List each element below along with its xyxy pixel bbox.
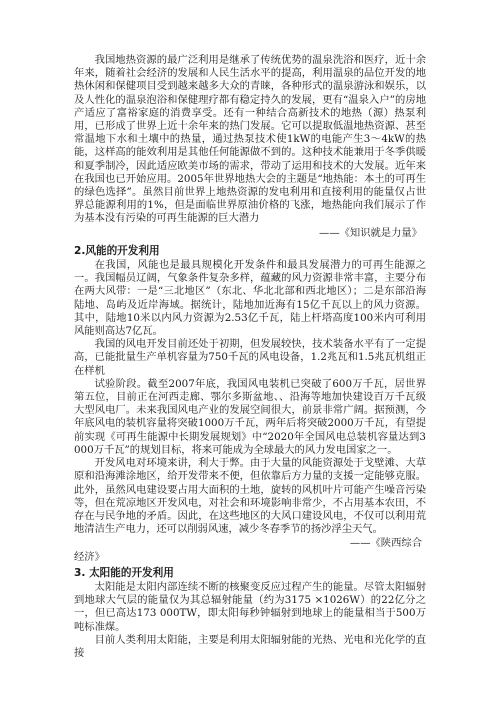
source-citation-tail: 经济》: [74, 550, 105, 563]
section-heading-solar: 3. 太阳能的开发利用: [74, 566, 174, 579]
section-heading-wind: 2.风能的开发利用: [74, 244, 160, 257]
wind-paragraph-4: 开发风电对环境来讲，利大于弊。由于大量的风能资源处于戈壁滩、大草原和沿海滩涂地区，给开发带来不便，但依靠后方力量的支援一定能够克服。此外，虽然风电建设要占用大面积的土地，旋转的风机叶片可能产生噪音污染等，但在荒凉地区开发风电，对社会和环境影响非常少，不占用基本农田，不存在与民争地的矛盾。因此，在这些地区的大风口建设风电，不仅可以利用荒地清洁生产电力，还可以削弱风速，减少冬春季节的扬沙浮尘天气。: [74, 457, 426, 536]
solar-paragraph-2: 目前人类利用太阳能，主要是利用太阳辐射能的光热、光电和光化学的直接: [74, 633, 426, 659]
wind-paragraph-1: 在我国，风能也是最具规模化开发条件和最具发展潜力的可再生能源之一。我国幅员辽阔，气象条件复杂多样，蕴藏的风力资源非常丰富，主要分布在两大风带：一是“三北地区”（东北、华北北部和西北地区）；二是东部沿海陆地、岛屿及近岸海域。据统计，陆地加近海有15亿千瓦以上的风力资源。其中，陆地10米以内风力资源为2.53亿千瓦，陆上杆塔高度100米内可利用风能则高达7亿瓦。: [74, 259, 426, 338]
document-body: [74, 54, 426, 660]
source-citation: ——《知识就是力量》: [319, 226, 422, 239]
geothermal-paragraph: 我国地热资源的最广泛利用是继承了传统优势的温泉洗浴和医疗，近十余年来，随着社会经济的发展和人民生活水平的提高，利用温泉的品位开发的地热休闲和保健项目受到越来越多大众的青睐，各种形式的温泉游泳和娱乐，以及人性化的温泉泡浴和保健理疗都有稳定持久的发展，更有“温泉入户”的房地产适应了富裕家庭的消费享受。还有一种结合高新技术的地热（源）热泵利用，已形成了世界上近十余年来的热门发展。它可以提取低温地热资源、甚至常温地下水和土壤中的热量，通过热泵技术使1kW的电能产生3～4kW的热能，这样高的能效利用是其他任何能源做不到的。这种技术能兼用于冬季供暖和夏季制冷，因此适应欧美市场的需求，带动了运用和技术的大发展。近年来在我国也已开始应用。2005年世界地热大会的主题是“地热能：本土的可再生的绿色选择”。虽然目前世界上地热资源的发电利用和直接利用的能量仅占世界总能源利用的1%，但是面临世界原油价格的飞涨，地热能向我们展示了作为基本没有污染的可再生能源的巨大潜力: [74, 54, 426, 225]
solar-paragraph-1: 太阳能是太阳内部连续不断的核聚变反应过程产生的能量。尽管太阳辐射到地球大气层的能量仅为其总辐射能量（约为3175 ×1026W）的22亿分之一，但已高达173 000TW，即太阳每秒钟辐射到地球上的能量相当于500万吨标准煤。: [74, 580, 426, 633]
source-citation: ——《陕西综合: [349, 537, 422, 550]
wind-paragraph-2: 我国的风电开发目前还处于初期，但发展较快，技术装备水平有了一定提高，已能批量生产单机容量为750千瓦的风电设备，1.2兆瓦和1.5兆瓦机组正在样机: [74, 338, 426, 377]
wind-paragraph-3: 试验阶段。截至2007年底，我国风电装机已突破了600万千瓦，居世界第五位，目前正在河西走廊、鄂尔多斯盆地、、沿海等地加快建设百万千瓦级大型风电厂。未来我国风电产业的发展空间很大，前景非常广阔。据预测，今年底风电的装机容量将突破1000万千瓦，两年后将突破2000万千瓦，有望提前实现《可再生能源中长期发展规划》中“2020年全国风电总装机容量达到3000万千瓦”的规划目标，将来可能成为全球最大的风力发电国家之一。: [74, 377, 426, 456]
